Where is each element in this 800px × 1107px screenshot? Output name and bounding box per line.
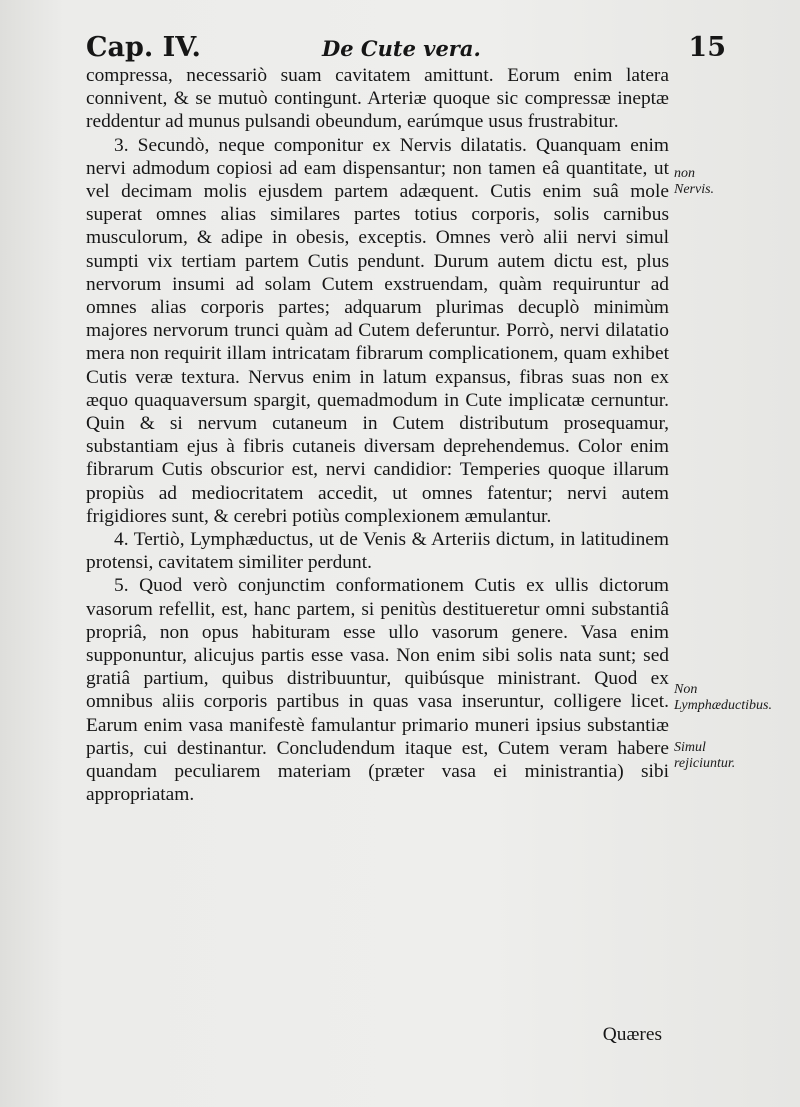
margin-note-nervis: non Nervis.	[674, 166, 715, 197]
catchword: Quæres	[602, 1024, 662, 1045]
paragraph-3: 3. Secundò, neque componitur ex Nervis dilatatis. Quanquam enim nervi admodum copiosi ad eam dispensantur; non tamen eâ quantitate, ut vel decimam molis ejusdem partem adæquent. Cutis enim suâ mole superat omnes alias similares partes totius corporis, solis carnibus musculorum, & adipe in obesis, exceptis. Omnes verò alii nervi simul sumpti vix tertiam partem Cutis pendunt. Durum autem dictu est, plus nervorum insumi ad solam Cutem exstruendam, quàm requiruntur ad omnes alias corporis partes; adquarum plurimas decuplò minimùm majores nervorum trunci quàm ad Cutem deferuntur. Porrò, nervi dilatatio mera non requirit illam intricatam fibrarum complicationem, quam exhibet Cutis veræ textura. Nervus enim in latum expansus, fibras suas non ex æquo quaquaversum spargit, quemadmodum in Cute implicatæ cernuntur. Quin & si nervum cutaneum in Cutem distributum prosequamur, substantiam ejus à fibris cutaneis diversam deprehendemus. Color enim fibrarum Cutis obscurior est, nervi candidior: Temperies quoque illarum propiùs ad mediocritatem accedit, ut omnes fatentur; nervi autem frigidiores sunt, & cerebri potiùs complexionem æmulantur.	[86, 134, 669, 527]
paragraph-4: 4. Tertiò, Lymphæductus, ut de Venis & Arteriis dictum, in latitudinem protensi, cavitatem similiter perdunt.	[86, 529, 669, 574]
paragraph-5: 5. Quod verò conjunctim conformationem Cutis ex ullis dictorum vasorum refellit, est, hanc partem, si penitùs destitueretur omni substantiâ propriâ, non opus habituram esse ullo vasorum genere. Vasa enim supponuntur, alicujus partis esse vasa. Non enim sibi solis nata sunt; sed gratiâ partium, quibus distribuuntur, quibúsque ministrant. Quod ex omnibus aliis corporis partibus in quas vasa inseruntur, colligere licet. Earum enim vasa manifestè famulantur primario muneri ipsius substantiæ partis, cui destinantur. Concludendum itaque est, Cutem veram habere quandam peculiarem materiam (præter vasa ei ministrantia) sibi appropriatam.	[86, 575, 669, 806]
running-header	[86, 28, 726, 68]
page-number: 15	[688, 32, 726, 63]
margin-note-rejiciuntur: Simul rejiciuntur.	[674, 740, 736, 771]
paragraph-continuation: compressa, necessariò suam cavitatem amittunt. Eorum enim latera connivent, & se mutuò contingunt. Arteriæ quoque sic compressæ ineptæ reddentur ad munus pulsandi obeundum, earúmque usus frustrabitur.	[86, 65, 669, 133]
chapter-label: Cap. IV.	[86, 32, 201, 63]
body-text	[86, 64, 669, 807]
running-title: De Cute vera.	[322, 36, 481, 61]
margin-note-lymphaeductibus: Non Lymphæductibus.	[674, 682, 772, 713]
